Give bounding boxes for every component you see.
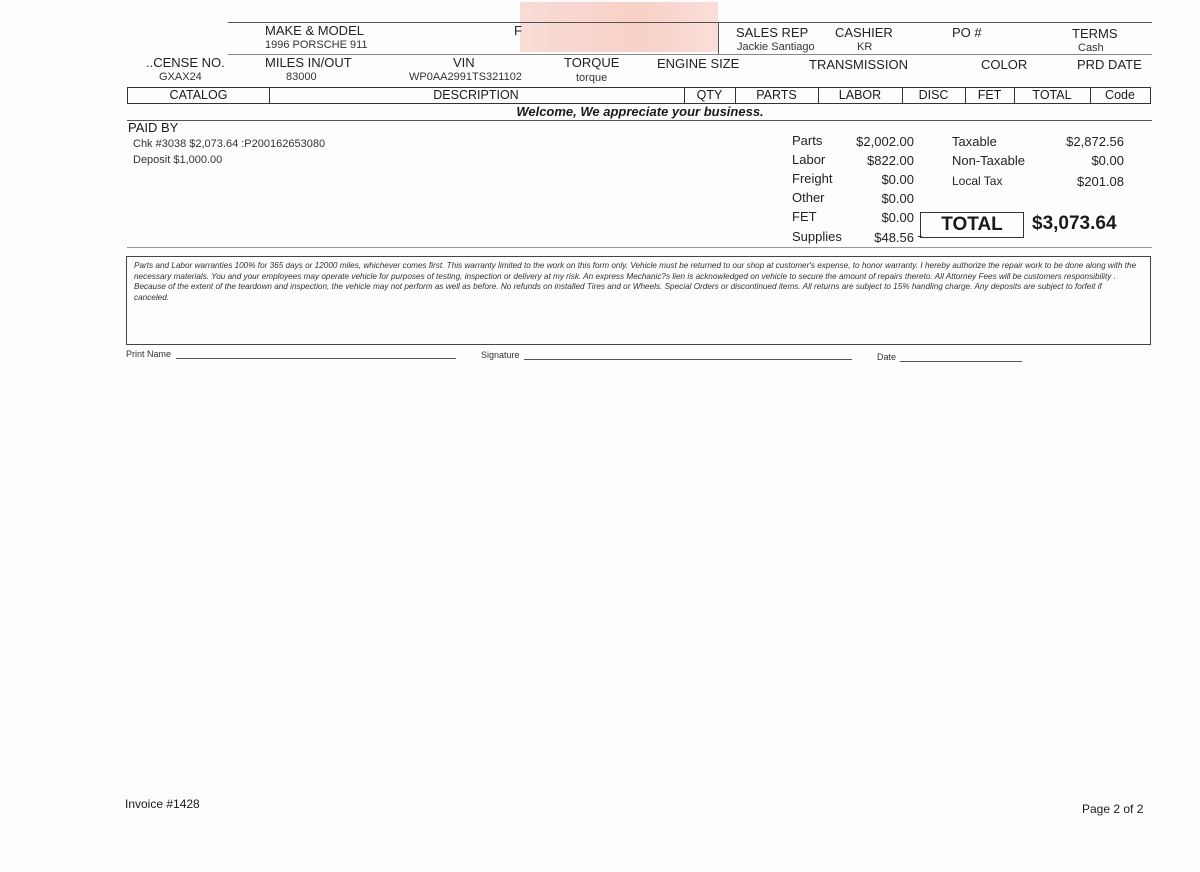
transmission-label: TRANSMISSION bbox=[809, 57, 908, 72]
totals-label-non-taxable: Non-Taxable bbox=[952, 153, 1025, 168]
date-label: Date bbox=[877, 352, 897, 362]
warranty-box bbox=[126, 256, 1151, 345]
sales-rep-value: Jackie Santiago bbox=[737, 41, 815, 53]
prd-date-label: PRD DATE bbox=[1077, 57, 1142, 72]
vin-value: WP0AA2991TS321102 bbox=[409, 71, 522, 83]
totals-bottom-rule bbox=[127, 247, 1152, 248]
totals-value-local-tax: $201.08 bbox=[1077, 174, 1124, 189]
totals-value-other: $0.00 bbox=[881, 191, 914, 206]
po-label: PO # bbox=[952, 25, 982, 40]
totals-value-fet: $0.00 bbox=[881, 210, 914, 225]
totals-value-freight: $0.00 bbox=[881, 172, 914, 187]
color-label: COLOR bbox=[981, 57, 1028, 72]
totals-label-taxable: Taxable bbox=[952, 134, 997, 149]
stamp-mark bbox=[520, 2, 718, 52]
totals-label-parts: Parts bbox=[792, 133, 823, 148]
column-total: TOTAL bbox=[1014, 87, 1091, 104]
print-name-line bbox=[176, 358, 456, 359]
make-model-value: 1996 PORSCHE 911 bbox=[265, 39, 368, 51]
grand-total-label: TOTAL bbox=[920, 212, 1024, 238]
print-name-label: Print Name bbox=[126, 349, 172, 359]
column-fet: FET bbox=[965, 87, 1015, 104]
totals-value-labor: $822.00 bbox=[867, 153, 914, 168]
totals-label-other: Other bbox=[792, 190, 825, 205]
column-labor: LABOR bbox=[818, 87, 903, 104]
grand-total-value: $3,073.64 bbox=[1032, 213, 1117, 234]
totals-label-labor: Labor bbox=[792, 152, 826, 167]
engine-size-label: ENGINE SIZE bbox=[657, 56, 740, 71]
paid-by-line: Chk #3038 $2,073.64 :P200162653080 bbox=[133, 138, 326, 150]
signature-label: Signature bbox=[481, 350, 520, 360]
header-divider bbox=[718, 22, 719, 54]
header-mid-rule bbox=[228, 54, 1152, 55]
page-number: Page 2 of 2 bbox=[1082, 802, 1144, 816]
paid-by-label: PAID BY bbox=[128, 120, 179, 135]
totals-value-non-taxable: $0.00 bbox=[1091, 153, 1124, 168]
column-qty: QTY bbox=[684, 87, 736, 104]
miles-label: MILES IN/OUT bbox=[265, 55, 352, 70]
cashier-label: CASHIER bbox=[835, 25, 893, 40]
column-code: Code bbox=[1090, 87, 1151, 104]
totals-value-taxable: $2,872.56 bbox=[1066, 134, 1124, 149]
totals-value-parts: $2,002.00 bbox=[856, 134, 914, 149]
signature-line bbox=[524, 359, 852, 360]
terms-label: TERMS bbox=[1072, 26, 1118, 41]
totals-label-fet: FET bbox=[792, 209, 817, 224]
column-description: DESCRIPTION bbox=[268, 87, 685, 104]
warranty-text: Parts and Labor warranties 100% for 365 days or 12000 miles, whichever comes first. This warranty limited to the work on this form only. Vehicle must be returned to our shop at customer's expense, to honor warranty. I hereby authorize the repair work to be done along with the necessary materials. You and your employees may operate vehicle for purposes of testing, inspection or delivery at my risk. An express Mechanic?s lien is acknowledged on vehicle to secure the amount of repairs thereto. All Attorney Fees will be customers responsibility . Because of the extent of the teardown and inspection, the vehicle may not perform as well as before. No refunds on installed Tires and or Wheels. Special Orders or discontinued items. All returns are subject to 15% handling charge. Any deposits are subject to forfeit if canceled. bbox=[134, 261, 1137, 302]
terms-value: Cash bbox=[1078, 42, 1104, 54]
cut-off-label: F bbox=[514, 23, 522, 38]
totals-label-freight: Freight bbox=[792, 171, 833, 186]
paid-by-line: Deposit $1,000.00 bbox=[133, 154, 223, 166]
torque-label: TORQUE bbox=[564, 55, 620, 70]
totals-label-supplies: Supplies bbox=[792, 229, 842, 244]
column-disc: DISC bbox=[902, 87, 966, 104]
totals-label-local-tax: Local Tax bbox=[952, 174, 1003, 188]
welcome-message: Welcome, We appreciate your business. bbox=[516, 104, 764, 119]
vin-label: VIN bbox=[453, 55, 475, 70]
sales-rep-label: SALES REP bbox=[736, 25, 809, 40]
column-parts: PARTS bbox=[735, 87, 819, 104]
date-line bbox=[900, 361, 1022, 362]
column-catalog: CATALOG bbox=[127, 87, 270, 104]
license-value: GXAX24 bbox=[159, 71, 202, 83]
make-model-label: MAKE & MODEL bbox=[265, 23, 364, 38]
cashier-value: KR bbox=[857, 41, 873, 53]
torque-value: torque bbox=[576, 72, 608, 84]
invoice-number: Invoice #1428 bbox=[125, 797, 200, 811]
miles-value: 83000 bbox=[286, 71, 317, 83]
header-top-rule bbox=[228, 22, 1152, 23]
totals-value-supplies: $48.56 bbox=[874, 230, 914, 245]
welcome-underline bbox=[127, 120, 1152, 121]
license-label: ..CENSE NO. bbox=[146, 55, 225, 70]
